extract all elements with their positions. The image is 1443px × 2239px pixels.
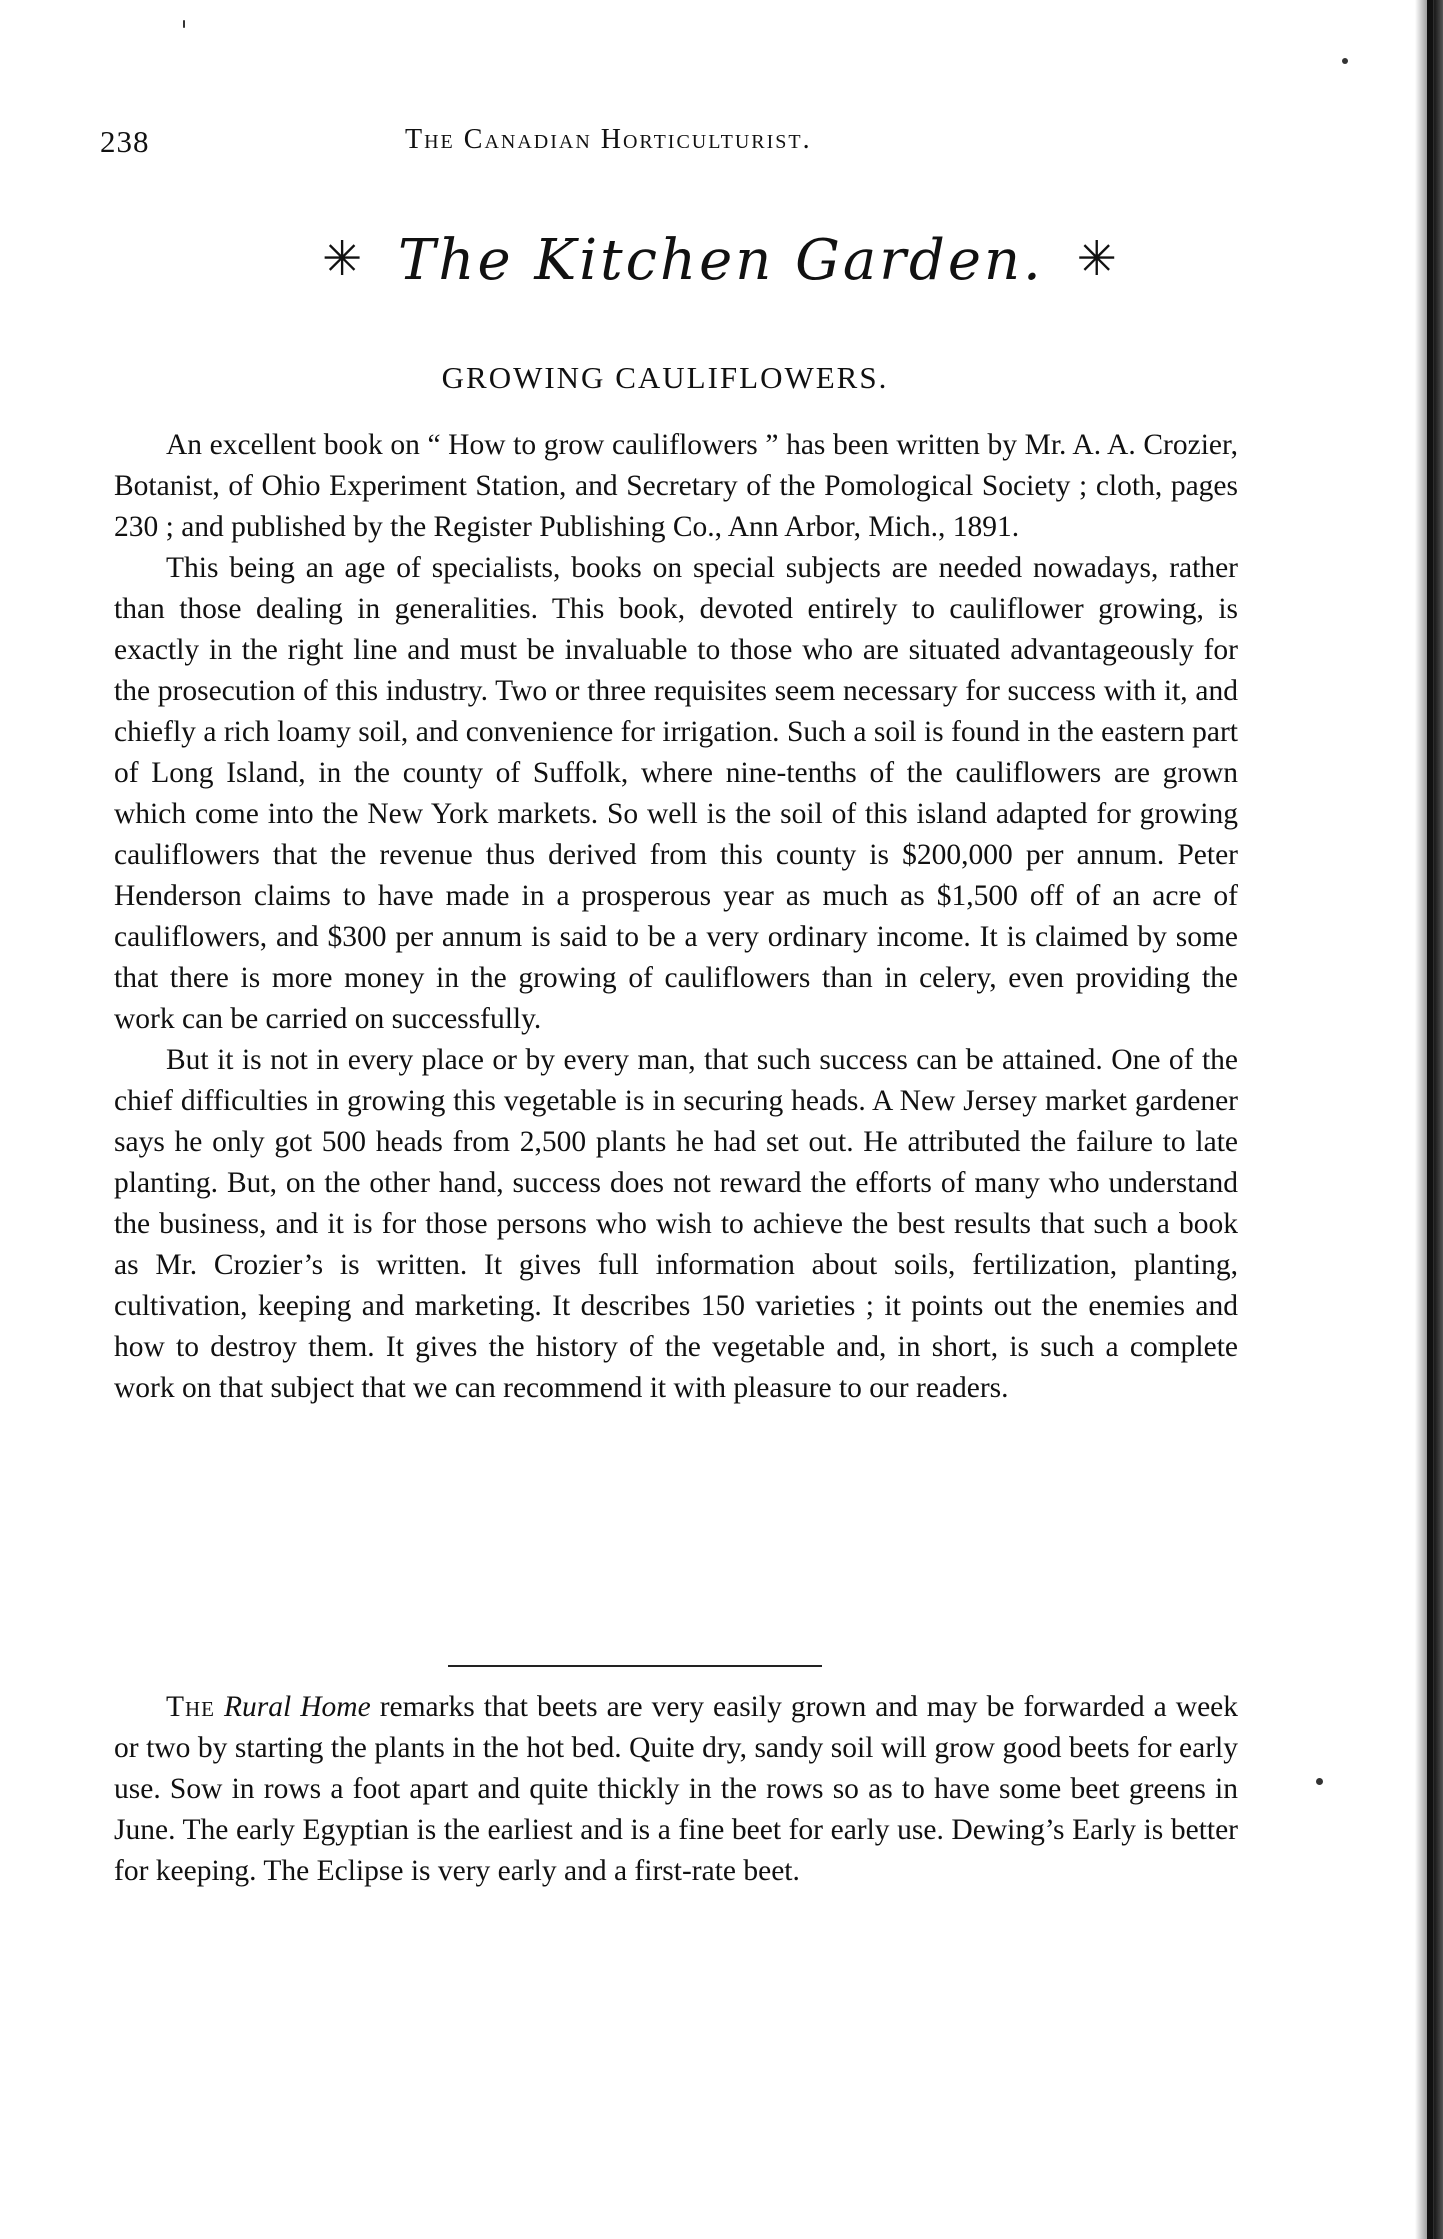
print-speck <box>1316 1778 1323 1785</box>
page-binding-edge <box>1409 0 1443 2239</box>
article-paragraph: An excellent book on “ How to grow cauliflowers ” has been written by Mr. A. A. Crozier, Botanist, of Ohio Experiment Station, and Secretary of the Pomological Society ; cloth, pages 230 ; and published by the Register Publishing Co., Ann Arbor, Mich., 1891. <box>114 429 1238 543</box>
page-number: 238 <box>100 124 150 159</box>
article-paragraph: But it is not in every place or by every man, that such success can be attained. One of the chief difficulties in growing this vegetable is in securing heads. A New Jersey market gardener says he only got 500 heads from 2,500 plants he had set out. He attributed the failure to late planting. But, on the other hand, success does not reward the efforts of many who understand the business, and it is for those persons who wish to achieve the best results that such a book as Mr. Crozier’s is written. It gives full information about soils, fertilization, planting, cultivation, keeping and marketing. It describes 150 varieties ; it points out the enemies and how to destroy them. It gives the history of the vegetable and, in short, is such a complete work on that subject that we can recommend it with pleasure to our readers. <box>114 1044 1238 1404</box>
asterism-ornament-icon: ✳ <box>1076 231 1120 287</box>
print-speck <box>183 20 185 28</box>
section-divider <box>448 1665 822 1667</box>
running-head: The Canadian Horticulturist. <box>405 124 812 155</box>
note-body <box>114 1687 1238 1892</box>
publication-title: Rural Home <box>224 1691 371 1723</box>
print-speck <box>1342 58 1348 64</box>
note-lead-word: The <box>166 1691 216 1723</box>
article-title: GROWING CAULIFLOWERS. <box>441 360 889 395</box>
article-paragraph: This being an age of specialists, books on special subjects are needed nowadays, rather than those dealing in generalities. This book, devoted entirely to cauliflower growing, is exactly in the right line and must be invaluable to those who are situated advantageously for the prosecution of this industry. Two or three requisites seem necessary for success with it, and chiefly a rich loamy soil, and convenience for irrigation. Such a soil is found in the eastern part of Long Island, in the county of Suffolk, where nine-tenths of the cauliflowers are grown which come into the New York markets. So well is the soil of this island adapted for growing cauliflowers that the revenue thus derived from this county is $200,000 per annum. Peter Henderson claims to have made in a prosperous year as much as $1,500 off of an acre of cauliflowers, and $300 per annum is said to be a very ordinary income. It is claimed by some that there is more money in the growing of cauliflowers than in celery, even providing the work can be carried on successfully. <box>114 552 1238 1035</box>
article-body <box>114 425 1238 1409</box>
asterism-ornament-icon: ✳ <box>322 231 366 287</box>
section-title: The Kitchen Garden. <box>398 228 1044 293</box>
section-heading <box>310 228 1120 293</box>
note-text: remarks that beets are very easily grown and may be forwarded a week or two by starting the plants in the hot bed. Quite dry, sandy soil will grow good beets for early use. Sow in rows a foot apart and quite thickly in the rows so as to have some beet greens in June. The early Egyptian is the earliest and is a fine beet for early use. Dewing’s Early is better for keeping. The Eclipse is very early and a first-rate beet. <box>114 1691 1239 1887</box>
note-paragraph <box>114 1687 1238 1892</box>
